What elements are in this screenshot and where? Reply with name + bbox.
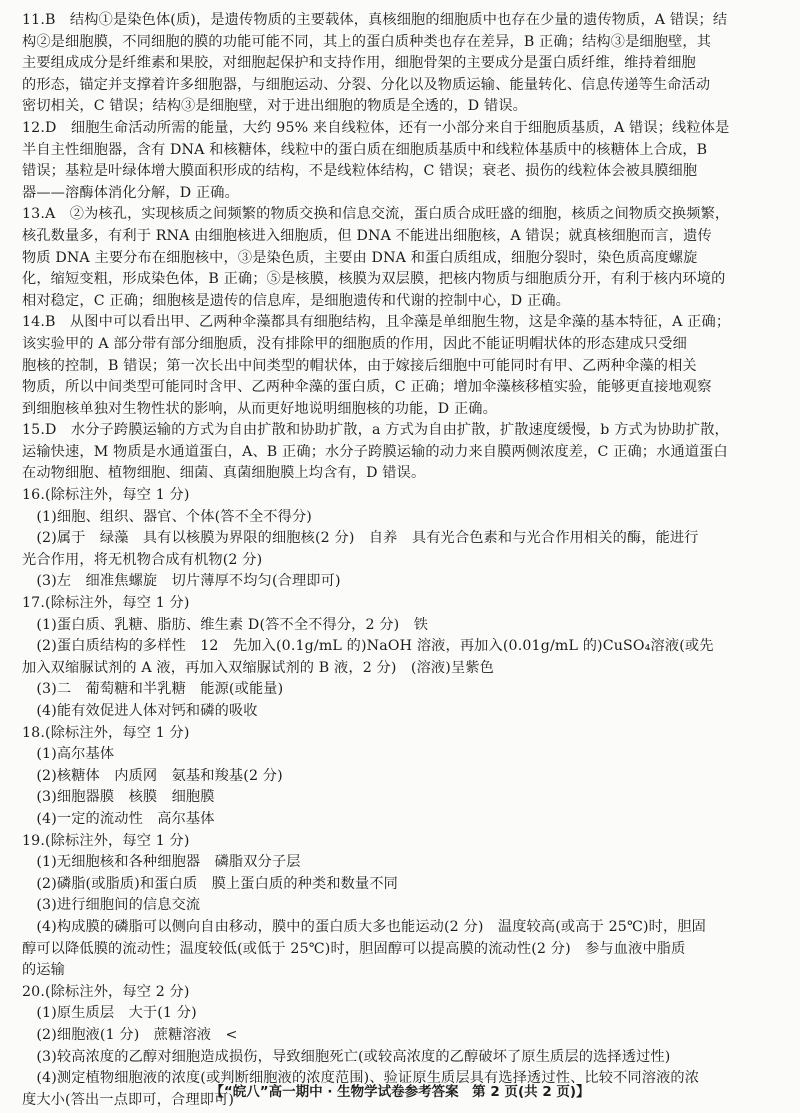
answer-line: 器——溶酶体消化分解，D 正确。 <box>22 184 239 201</box>
answer-line: 到细胞核单独对生物性状的影响，从而更好地说明细胞核的功能，D 正确。 <box>22 400 497 417</box>
answer-line: (4)测定植物细胞液的浓度(或判断细胞液的浓度范围)、验证原生质层具有选择透过性、比较不同溶液的浓 <box>22 1070 700 1087</box>
answer-line: 的形态，锚定并支撑着许多细胞器，与细胞运动、分裂、分化以及物质运输、能量转化、信息传递等生命活动 <box>22 76 711 93</box>
page-footer: 【“皖八”高一期中 · 生物学试卷参考答案 第 2 页(共 2 页)】 <box>210 1084 590 1100</box>
answer-line: 半自主性细胞器，含有 DNA 和核糖体，线粒中的蛋白质在细胞质基质中和线粒体基质中的核糖体上合成，B <box>22 141 708 158</box>
answer-block <box>22 118 766 204</box>
answer-line: 13.A ②为核孔，实现核质之间频繁的物质交换和信息交流，蛋白质合成旺盛的细胞，核质之间物质交换频繁， <box>22 206 730 223</box>
answer-line: 运输快速，M 物质是水通道蛋白，A、B 正确；水分子跨膜运输的动力来自膜两侧浓度差，C 正确；水通道蛋白 <box>22 443 728 460</box>
answer-line: 光合作用，将无机物合成有机物(2 分) <box>22 551 263 568</box>
answer-line: 12.D 细胞生命活动所需的能量，大约 95% 来自线粒体，还有一小部分来自于细胞质基质，A 错误；线粒体是 <box>22 119 730 136</box>
answer-line: 主要组成成分是纤维素和果胶，对细胞起保护和支持作用，细胞骨架的主要成分是蛋白质纤维，维持着细胞 <box>22 55 696 72</box>
answer-line: (3)较高浓度的乙醇对细胞造成损伤，导致细胞死亡(或较高浓度的乙醇破坏了原生质层的选择透过性) <box>22 1048 671 1065</box>
answer-line: 醇可以降低膜的流动性；温度较低(或低于 25℃)时，胆固醇可以提高膜的流动性(2 分) 参与血液中脂质 <box>22 940 686 957</box>
answer-line: (2)蛋白质结构的多样性 12 先加入(0.1g/mL 的)NaOH 溶液，再加入(0.01g/mL 的)CuSO₄溶液(或先 <box>22 638 714 655</box>
answer-line: (2)属于 绿藻 具有以核膜为界限的细胞核(2 分) 自养 具有光合色素和与光合作用相关的酶，能进行 <box>22 530 699 547</box>
answer-line: 20.(除标注外，每空 2 分) <box>22 983 190 1000</box>
answer-line: 14.B 从图中可以看出甲、乙两种伞藻都具有细胞结构，且伞藻是单细胞生物，这是伞藻的基本特征，A 正确； <box>22 314 731 331</box>
answer-line: (2)细胞液(1 分) 蔗糖溶液 < <box>22 1026 238 1043</box>
answer-line: 度大小(答出一点即可，合理即可) <box>22 1091 235 1108</box>
answer-line: 15.D 水分子跨膜运输的方式为自由扩散和协助扩散，a 方式为自由扩散，扩散速度缓慢，b 方式为协助扩散， <box>22 422 729 439</box>
answer-line: (3)细胞器膜 核膜 细胞膜 <box>22 789 215 806</box>
answer-line: 19.(除标注外，每空 1 分) <box>22 832 190 849</box>
answer-line: 物质，所以中间类型可能同时含甲、乙两种伞藻的蛋白质，C 正确；增加伞藻核移植实验，能够更直接地观察 <box>22 379 712 396</box>
answer-block <box>22 420 766 485</box>
answer-line: 该实验甲的 A 部分带有部分细胞质，没有排除甲的细胞质的作用，因此不能证明帽状体的形态建成只受细 <box>22 335 687 352</box>
answer-line: 18.(除标注外，每空 1 分) <box>22 724 190 741</box>
answer-block <box>22 10 766 118</box>
answer-line: (4)能有效促进人体对钙和磷的吸收 <box>22 703 258 719</box>
answer-list <box>22 10 766 1111</box>
answer-block <box>22 312 766 420</box>
answer-line: (1)无细胞核和各种细胞器 磷脂双分子层 <box>22 854 301 871</box>
answer-block <box>22 485 766 593</box>
answer-line: (1)细胞、组织、器官、个体(答不全不得分) <box>22 508 312 525</box>
answer-line: 核孔数量多，有利于 RNA 由细胞核进入细胞质，但 DNA 不能进出细胞核，A 错误；就真核细胞而言，遗传 <box>22 227 712 244</box>
answer-line: (3)左 细准焦螺旋 切片薄厚不均匀(合理即可) <box>22 573 341 590</box>
answer-line: 胞核的控制，B 错误；第一次长出中间类型的帽状体，由于嫁接后细胞中可能同时有甲、乙两种伞藻的相关 <box>22 357 697 374</box>
answer-line: (1)蛋白质、乳糖、脂肪、维生素 D(答不全不得分，2 分) 铁 <box>22 616 429 633</box>
answer-line: 16.(除标注外，每空 1 分) <box>22 487 190 504</box>
answer-line: 化，缩短变粗，形成染色体，B 正确；⑤是核膜，核膜为双层膜，把核内物质与细胞质分开，有利于核内环境的 <box>22 271 726 288</box>
answer-line: 在动物细胞、植物细胞、细菌、真菌细胞膜上均含有，D 错误。 <box>22 465 426 482</box>
answer-line: (2)磷脂(或脂质)和蛋白质 膜上蛋白质的种类和数量不同 <box>22 875 399 892</box>
answer-line: 17.(除标注外，每空 1 分) <box>22 595 190 612</box>
answer-line: 加入双缩脲试剂的 A 液，再加入双缩脲试剂的 B 液，2 分) (溶液)呈紫色 <box>22 659 494 676</box>
answer-block <box>22 831 766 982</box>
answer-line: 物质 DNA 主要分布在细胞核中，③是染色质，主要由 DNA 和蛋白质组成，细胞分裂时，染色质高度螺旋 <box>22 249 698 266</box>
answer-block <box>22 723 766 831</box>
answer-block <box>22 593 766 723</box>
answer-line: (3)进行细胞间的信息交流 <box>22 897 201 914</box>
answer-line: 11.B 结构①是染色体(质)，是遗传物质的主要载体，真核细胞的细胞质中也存在少量的遗传物质，A 错误；结 <box>22 12 728 28</box>
answer-line: 构②是细胞膜，不同细胞的膜的功能可能不同，其上的蛋白质种类也存在差异，B 正确；结构③是细胞壁，其 <box>22 33 712 50</box>
answer-line: (4)一定的流动性 高尔基体 <box>22 810 215 827</box>
answer-line: (1)原生质层 大于(1 分) <box>22 1005 197 1022</box>
answer-line: (3)二 葡萄糖和半乳糖 能源(或能量) <box>22 681 284 698</box>
answer-line: 错误；基粒是叶绿体增大膜面积形成的结构，不是线粒体结构，C 错误；衰老、损伤的线粒体会被具膜细胞 <box>22 163 698 180</box>
answer-block <box>22 204 766 312</box>
answer-line: (1)高尔基体 <box>22 746 115 763</box>
answer-line: 的运输 <box>22 962 66 979</box>
answer-line: 相对稳定，C 正确；细胞核是遗传的信息库，是细胞遗传和代谢的控制中心，D 正确。 <box>22 292 571 309</box>
answer-line: 密切相关，C 错误；结构③是细胞壁，对于进出细胞的物质是全透的，D 错误。 <box>22 98 527 115</box>
answer-line: (2)核糖体 内质网 氨基和羧基(2 分) <box>22 767 283 784</box>
answer-line: (4)构成膜的磷脂可以侧向自由移动，膜中的蛋白质大多也能运动(2 分) 温度较高(或高于 25℃)时，胆固 <box>22 918 706 935</box>
